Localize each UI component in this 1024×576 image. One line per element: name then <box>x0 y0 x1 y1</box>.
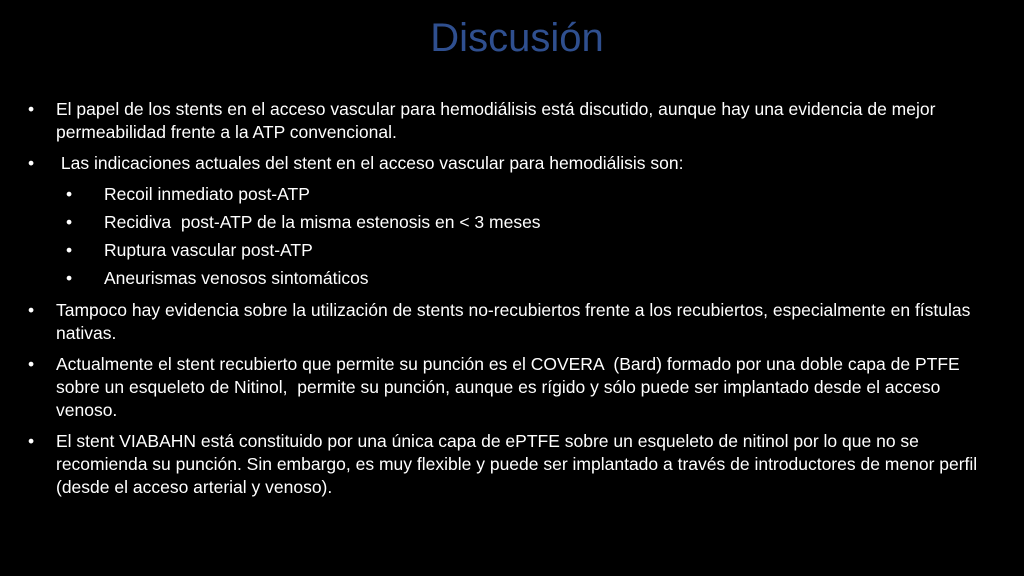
bullet-viabahn: • El stent VIABAHN está constituido por una única capa de ePTFE sobre un esqueleto de nitinol por lo que no se recomienda su punción. Sin embargo, es muy flexible y puede ser implantado a través de introductores de menor perfil (desde el acceso arterial y venoso). <box>28 430 1003 499</box>
slide-title: Discusión <box>430 16 604 60</box>
bullet-covera: • Actualmente el stent recubierto que permite su punción es el COVERA (Bard) formado por una doble capa de PTFE sobre un esqueleto de Nitinol, permite su punción, aunque es rígido y sólo puede ser implantado desde el acceso venoso. <box>28 353 1003 422</box>
sub-bullet-recidiva: • Recidiva post-ATP de la misma estenosis en < 3 meses <box>66 211 1003 234</box>
sub-bullet-ruptura: • Ruptura vascular post-ATP <box>66 239 1003 262</box>
bullet-indications: • Las indicaciones actuales del stent en el acceso vascular para hemodiálisis son: <box>28 152 1003 175</box>
sub-bullet-aneurismas: • Aneurismas venosos sintomáticos <box>66 267 1003 290</box>
bullet-uncovered-stents: • Tampoco hay evidencia sobre la utilización de stents no-recubiertos frente a los recubiertos, especialmente en fístulas nativas. <box>28 299 1003 345</box>
bullet-stents-role: • El papel de los stents en el acceso vascular para hemodiálisis está discutido, aunque hay una evidencia de mejor permeabilidad frente a la ATP convencional. <box>28 98 1003 144</box>
sub-bullet-recoil: • Recoil inmediato post-ATP <box>66 183 1003 206</box>
slide-content <box>28 98 1003 507</box>
